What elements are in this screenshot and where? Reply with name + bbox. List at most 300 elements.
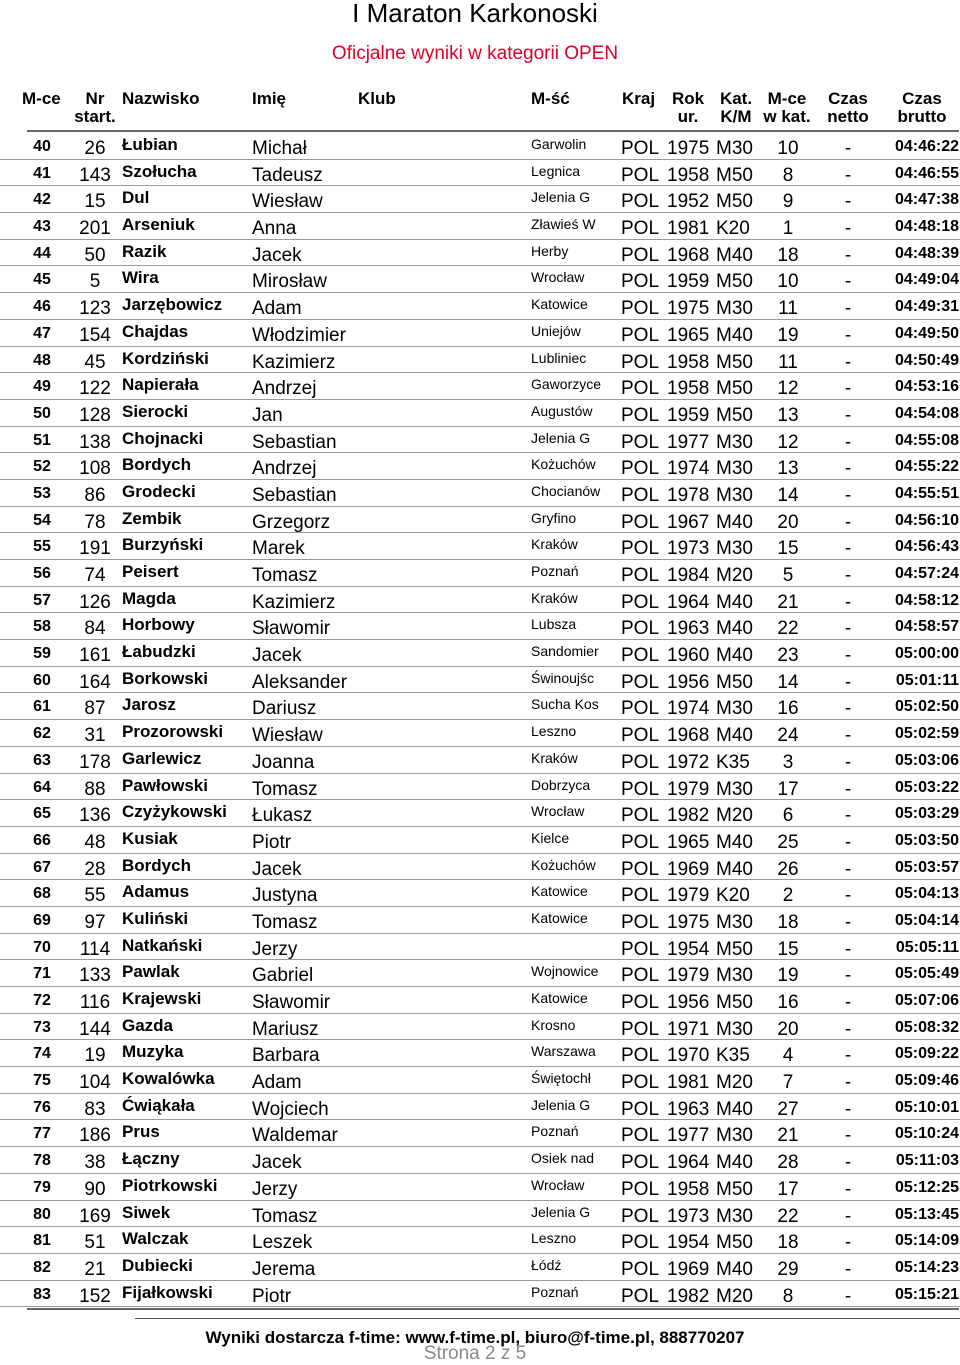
cell-net-time: -: [844, 778, 852, 800]
cell-birth-year: 1971: [667, 1018, 710, 1040]
cell-gross-time: 05:01:11: [895, 671, 959, 689]
table-row: [0, 934, 960, 961]
cell-category: M30: [716, 778, 753, 800]
cell-net-time: -: [844, 645, 852, 667]
cell-start-number: 31: [84, 725, 106, 747]
header-klub: Klub: [358, 89, 396, 108]
cell-first-name: Jacek: [252, 244, 302, 266]
cell-city: Jelenia G: [531, 1203, 591, 1220]
cell-category-place: 16: [777, 992, 799, 1013]
cell-place: 55: [33, 538, 51, 556]
cell-category-place: 22: [777, 618, 799, 640]
cell-country: POL: [621, 965, 660, 987]
cell-category: M30: [716, 1125, 753, 1147]
header-nazwisko: Nazwisko: [122, 89, 200, 108]
cell-category-place: 18: [777, 244, 799, 266]
cell-city: Kożuchów: [531, 456, 596, 473]
cell-gross-time: 05:14:09: [894, 1232, 959, 1250]
cell-city: Kielce: [531, 829, 570, 846]
cell-country: POL: [621, 805, 660, 827]
cell-category-place: 8: [782, 1285, 794, 1307]
cell-start-number: 144: [79, 1018, 111, 1040]
cell-category: M30: [716, 458, 753, 480]
table-row: [0, 880, 960, 907]
cell-place: 49: [33, 378, 51, 396]
cell-place: 61: [33, 698, 51, 716]
cell-net-time: -: [844, 458, 852, 480]
cell-start-number: 83: [84, 1098, 106, 1120]
cell-first-name: Waldemar: [252, 1125, 338, 1147]
cell-place: 68: [33, 885, 51, 903]
cell-gross-time: 04:58:12: [894, 591, 959, 609]
cell-category-place: 28: [777, 1152, 799, 1174]
cell-place: 81: [33, 1232, 51, 1250]
cell-surname: Ćwiąkała: [122, 1095, 195, 1115]
cell-category-place: 12: [777, 431, 799, 453]
header-mkat: M-ce w kat.: [763, 89, 811, 126]
cell-first-name: Marek: [252, 538, 305, 560]
cell-gross-time: 05:03:29: [894, 805, 959, 823]
cell-start-number: 164: [79, 671, 111, 693]
cell-country: POL: [621, 698, 660, 720]
cell-place: 63: [33, 751, 51, 769]
table-header: [0, 88, 960, 128]
cell-country: POL: [621, 324, 660, 346]
cell-category: M30: [716, 911, 753, 933]
cell-surname: Burzyński: [122, 535, 204, 555]
cell-category: M50: [716, 1178, 753, 1200]
cell-category-place: 23: [777, 645, 799, 667]
cell-gross-time: 05:11:03: [895, 1152, 959, 1170]
cell-first-name: Sławomir: [252, 618, 331, 640]
cell-place: 71: [33, 965, 51, 983]
cell-net-time: -: [844, 218, 852, 240]
cell-net-time: -: [844, 191, 852, 213]
cell-net-time: -: [844, 725, 852, 747]
cell-net-time: -: [844, 1232, 852, 1254]
cell-surname: Szołucha: [122, 161, 197, 181]
table-row: [0, 960, 960, 987]
cell-birth-year: 1972: [667, 751, 710, 773]
page-subtitle: Oficjalne wyniki w kategorii OPEN: [331, 43, 619, 64]
cell-city: Chocianów: [531, 482, 601, 499]
cell-net-time: -: [844, 1178, 852, 1200]
cell-surname: Arseniuk: [122, 215, 195, 235]
cell-birth-year: 1979: [667, 965, 710, 987]
cell-category: M40: [716, 244, 753, 266]
cell-city: Uniejów: [531, 322, 581, 339]
cell-country: POL: [621, 298, 660, 320]
cell-city: Katowice: [531, 883, 588, 900]
cell-gross-time: 05:15:21: [894, 1285, 959, 1303]
cell-start-number: 45: [84, 351, 106, 373]
cell-start-number: 133: [79, 965, 111, 987]
cell-surname: Fijałkowski: [122, 1282, 213, 1302]
cell-first-name: Sebastian: [252, 431, 337, 453]
table-row: [0, 613, 960, 640]
cell-gross-time: 05:09:22: [894, 1045, 959, 1063]
cell-surname: Magda: [122, 588, 176, 608]
cell-birth-year: 1956: [667, 992, 710, 1013]
cell-net-time: -: [844, 938, 852, 960]
cell-net-time: -: [844, 565, 852, 586]
cell-city: Gaworzyce: [531, 376, 602, 393]
cell-category-place: 15: [777, 538, 799, 560]
cell-place: 43: [33, 218, 51, 236]
cell-city: Sandomier: [531, 643, 599, 660]
cell-country: POL: [621, 404, 660, 426]
cell-category-place: 10: [777, 271, 799, 293]
cell-category-place: 7: [782, 1072, 794, 1094]
cell-category: M50: [716, 404, 753, 426]
cell-city: Poznań: [531, 1123, 579, 1140]
cell-first-name: Andrzej: [252, 378, 317, 400]
table-row: [0, 240, 960, 267]
cell-birth-year: 1969: [667, 1258, 710, 1280]
cell-surname: Chajdas: [122, 321, 189, 341]
footer-divider: [135, 1318, 960, 1319]
cell-gross-time: 04:49:31: [894, 298, 959, 316]
cell-gross-time: 05:05:11: [895, 938, 959, 956]
cell-gross-time: 04:49:04: [894, 271, 959, 289]
results-table: [0, 133, 960, 1307]
cell-net-time: -: [844, 858, 852, 880]
cell-city: Jelenia G: [531, 429, 591, 446]
cell-category-place: 22: [777, 1205, 799, 1227]
cell-category: M50: [716, 378, 753, 400]
cell-first-name: Joanna: [252, 751, 315, 773]
cell-place: 60: [33, 671, 51, 689]
cell-start-number: 78: [84, 511, 106, 533]
cell-category: M30: [716, 698, 753, 720]
cell-category-place: 10: [777, 138, 799, 159]
cell-start-number: 19: [84, 1045, 106, 1067]
cell-first-name: Mariusz: [252, 1018, 319, 1040]
cell-birth-year: 1963: [667, 618, 710, 640]
cell-net-time: -: [844, 698, 852, 720]
cell-category: M30: [716, 1205, 753, 1227]
cell-category: M20: [716, 1285, 753, 1307]
cell-gross-time: 05:02:59: [894, 725, 959, 743]
cell-category-place: 17: [777, 778, 799, 800]
cell-birth-year: 1979: [667, 885, 710, 907]
cell-first-name: Barbara: [252, 1045, 320, 1067]
cell-place: 73: [33, 1018, 51, 1036]
cell-first-name: Tomasz: [252, 778, 318, 800]
cell-city: Lubliniec: [531, 349, 587, 366]
cell-birth-year: 1978: [667, 484, 710, 506]
cell-surname: Dul: [122, 188, 150, 208]
cell-category: M40: [716, 645, 753, 667]
table-row: [0, 907, 960, 934]
cell-first-name: Sławomir: [252, 992, 331, 1013]
cell-category-place: 2: [782, 885, 794, 907]
cell-birth-year: 1967: [667, 511, 710, 533]
cell-category-place: 24: [777, 725, 799, 747]
cell-place: 59: [33, 645, 51, 663]
header-kat: Kat. K/M: [719, 89, 753, 126]
cell-city: Herby: [531, 242, 569, 259]
cell-start-number: 128: [79, 404, 111, 426]
cell-category-place: 20: [777, 1018, 799, 1040]
cell-country: POL: [621, 431, 660, 453]
cell-category: M50: [716, 1232, 753, 1254]
cell-birth-year: 1965: [667, 831, 710, 853]
cell-city: Wrocław: [531, 269, 585, 286]
cell-first-name: Tomasz: [252, 565, 318, 586]
cell-birth-year: 1977: [667, 431, 710, 453]
cell-place: 52: [33, 458, 51, 476]
cell-category-place: 5: [782, 565, 794, 586]
cell-surname: Napierała: [122, 375, 199, 395]
cell-net-time: -: [844, 271, 852, 293]
cell-category: M30: [716, 298, 753, 320]
cell-category-place: 1: [782, 218, 794, 240]
cell-city: Wojnowice: [531, 963, 599, 980]
header-msc: M-ść: [531, 89, 570, 108]
cell-first-name: Kazimierz: [252, 591, 336, 613]
cell-gross-time: 04:50:49: [894, 351, 959, 369]
cell-net-time: -: [844, 805, 852, 827]
cell-category-place: 11: [778, 351, 798, 373]
cell-country: POL: [621, 751, 660, 773]
cell-category-place: 29: [777, 1258, 799, 1280]
table-row: [0, 774, 960, 801]
table-row: [0, 133, 960, 160]
cell-surname: Bordych: [122, 455, 191, 475]
table-row: [0, 320, 960, 347]
cell-surname: Razik: [122, 241, 167, 261]
cell-city: Zławieś W: [531, 216, 596, 233]
cell-birth-year: 1964: [667, 1152, 710, 1174]
cell-gross-time: 04:49:50: [894, 324, 959, 342]
cell-surname: Grodecki: [122, 481, 196, 501]
cell-gross-time: 05:09:46: [894, 1072, 959, 1090]
cell-first-name: Piotr: [252, 1285, 292, 1307]
cell-start-number: 15: [84, 191, 106, 213]
cell-country: POL: [621, 1232, 660, 1254]
cell-gross-time: 05:02:50: [894, 698, 959, 716]
cell-category: K35: [716, 751, 750, 773]
cell-surname: Bordych: [122, 855, 191, 875]
cell-surname: Siwek: [122, 1202, 171, 1222]
cell-country: POL: [621, 538, 660, 560]
cell-country: POL: [621, 138, 660, 159]
cell-start-number: 84: [84, 618, 106, 640]
cell-country: POL: [621, 645, 660, 667]
cell-country: POL: [621, 511, 660, 533]
cell-place: 44: [33, 244, 51, 262]
cell-surname: Sierocki: [122, 401, 189, 421]
cell-place: 64: [33, 778, 51, 796]
cell-birth-year: 1979: [667, 778, 710, 800]
cell-first-name: Sebastian: [252, 484, 337, 506]
cell-birth-year: 1954: [667, 1232, 710, 1254]
cell-birth-year: 1964: [667, 591, 710, 613]
cell-gross-time: 05:07:06: [894, 992, 959, 1009]
cell-first-name: Jerzy: [252, 1178, 298, 1200]
cell-place: 46: [33, 298, 51, 316]
cell-category-place: 14: [777, 484, 799, 506]
cell-birth-year: 1973: [667, 538, 710, 560]
cell-surname: Kordziński: [122, 348, 209, 368]
cell-birth-year: 1965: [667, 324, 710, 346]
header-brutto: Czas brutto: [897, 89, 947, 126]
cell-start-number: 136: [79, 805, 111, 827]
cell-start-number: 138: [79, 431, 111, 453]
cell-birth-year: 1975: [667, 298, 710, 320]
cell-place: 54: [33, 511, 51, 529]
cell-category: K35: [716, 1045, 750, 1067]
cell-net-time: -: [844, 244, 852, 266]
cell-first-name: Dariusz: [252, 698, 317, 720]
cell-birth-year: 1963: [667, 1098, 710, 1120]
cell-category-place: 26: [777, 858, 799, 880]
cell-birth-year: 1981: [667, 1072, 710, 1094]
cell-city: Legnica: [531, 162, 581, 179]
cell-category-place: 4: [782, 1045, 794, 1067]
cell-first-name: Piotr: [252, 831, 292, 853]
cell-city: Wrocław: [531, 1176, 585, 1193]
cell-gross-time: 04:55:51: [894, 484, 959, 502]
cell-category-place: 11: [778, 298, 798, 320]
cell-place: 57: [33, 591, 51, 609]
table-row: [0, 213, 960, 240]
cell-city: Kraków: [531, 536, 578, 553]
cell-category: M20: [716, 1072, 753, 1094]
cell-category-place: 19: [777, 965, 799, 987]
cell-country: POL: [621, 458, 660, 480]
table-row: [0, 427, 960, 454]
cell-net-time: -: [844, 618, 852, 640]
cell-first-name: Adam: [252, 1072, 302, 1094]
cell-start-number: 104: [79, 1072, 111, 1094]
cell-gross-time: 04:54:08: [894, 404, 959, 422]
cell-gross-time: 05:04:14: [894, 911, 959, 929]
cell-surname: Dubiecki: [122, 1255, 193, 1275]
cell-place: 56: [33, 565, 51, 582]
cell-category: M50: [716, 992, 753, 1013]
cell-first-name: Włodzimier: [252, 324, 346, 346]
cell-place: 62: [33, 725, 51, 743]
cell-start-number: 90: [84, 1178, 106, 1200]
table-row: [0, 160, 960, 187]
cell-start-number: 186: [79, 1125, 111, 1147]
cell-birth-year: 1970: [667, 1045, 710, 1067]
table-row: [0, 1120, 960, 1147]
cell-first-name: Łukasz: [252, 805, 313, 827]
cell-category: M30: [716, 431, 753, 453]
cell-gross-time: 04:55:08: [894, 431, 959, 449]
cell-net-time: -: [844, 1045, 852, 1067]
table-row: [0, 987, 960, 1014]
cell-birth-year: 1969: [667, 858, 710, 880]
cell-surname: Piotrkowski: [122, 1175, 218, 1195]
cell-start-number: 38: [84, 1152, 106, 1174]
cell-surname: Kowalówka: [122, 1069, 215, 1089]
cell-birth-year: 1968: [667, 244, 710, 266]
table-row: [0, 293, 960, 320]
cell-city: Jelenia G: [531, 1096, 591, 1113]
cell-country: POL: [621, 1258, 660, 1280]
cell-start-number: 201: [79, 218, 111, 240]
table-row: [0, 1174, 960, 1201]
cell-city: Jelenia G: [531, 189, 591, 206]
cell-category: M40: [716, 511, 753, 533]
cell-surname: Prus: [122, 1122, 160, 1142]
cell-country: POL: [621, 1178, 660, 1200]
header-kraj: Kraj: [622, 89, 656, 108]
table-row: [0, 587, 960, 614]
cell-category-place: 21: [777, 1125, 799, 1147]
cell-first-name: Michał: [252, 138, 307, 159]
cell-city: Gryfino: [531, 509, 577, 526]
cell-gross-time: 05:03:06: [894, 751, 959, 769]
table-row: [0, 266, 960, 293]
cell-birth-year: 1974: [667, 698, 710, 720]
cell-place: 76: [33, 1098, 51, 1116]
table-row: [0, 800, 960, 827]
cell-start-number: 152: [79, 1285, 111, 1307]
header-mce: M-ce: [22, 89, 61, 108]
cell-category-place: 3: [782, 751, 794, 773]
cell-net-time: -: [844, 671, 852, 693]
cell-country: POL: [621, 484, 660, 506]
cell-city: Lubsza: [531, 616, 577, 633]
cell-first-name: Grzegorz: [252, 511, 331, 533]
cell-city: Wrocław: [531, 803, 585, 820]
cell-category-place: 13: [777, 404, 799, 426]
cell-birth-year: 1952: [667, 191, 710, 213]
cell-place: 41: [33, 164, 51, 182]
cell-net-time: -: [844, 1125, 852, 1147]
cell-birth-year: 1958: [667, 1178, 710, 1200]
cell-category-place: 14: [777, 671, 799, 693]
cell-category-place: 13: [777, 458, 799, 480]
cell-net-time: -: [844, 298, 852, 320]
cell-surname: Borkowski: [122, 668, 208, 688]
cell-start-number: 123: [79, 298, 111, 320]
cell-first-name: Anna: [252, 218, 297, 240]
cell-place: 51: [33, 431, 51, 449]
cell-country: POL: [621, 591, 660, 613]
cell-category: M30: [716, 138, 753, 159]
cell-start-number: 28: [84, 858, 106, 880]
cell-gross-time: 05:12:25: [894, 1178, 959, 1196]
cell-surname: Peisert: [122, 562, 179, 581]
cell-surname: Natkański: [122, 935, 203, 955]
cell-place: 58: [33, 618, 51, 636]
cell-first-name: Tomasz: [252, 1205, 318, 1227]
cell-surname: Wira: [122, 268, 159, 288]
cell-gross-time: 05:08:32: [894, 1018, 959, 1036]
table-row: [0, 1281, 960, 1308]
cell-place: 79: [33, 1178, 51, 1196]
cell-net-time: -: [844, 351, 852, 373]
cell-net-time: -: [844, 378, 852, 400]
cell-first-name: Jacek: [252, 645, 302, 667]
header-imie: Imię: [252, 89, 287, 108]
cell-surname: Czyżykowski: [122, 802, 227, 822]
cell-surname: Muzyka: [122, 1042, 184, 1062]
cell-category: M40: [716, 858, 753, 880]
cell-gross-time: 05:03:22: [894, 778, 959, 796]
cell-country: POL: [621, 938, 660, 960]
cell-start-number: 50: [84, 244, 106, 266]
cell-start-number: 5: [89, 271, 101, 293]
cell-category: K20: [716, 885, 750, 907]
cell-city: Krosno: [531, 1016, 576, 1033]
